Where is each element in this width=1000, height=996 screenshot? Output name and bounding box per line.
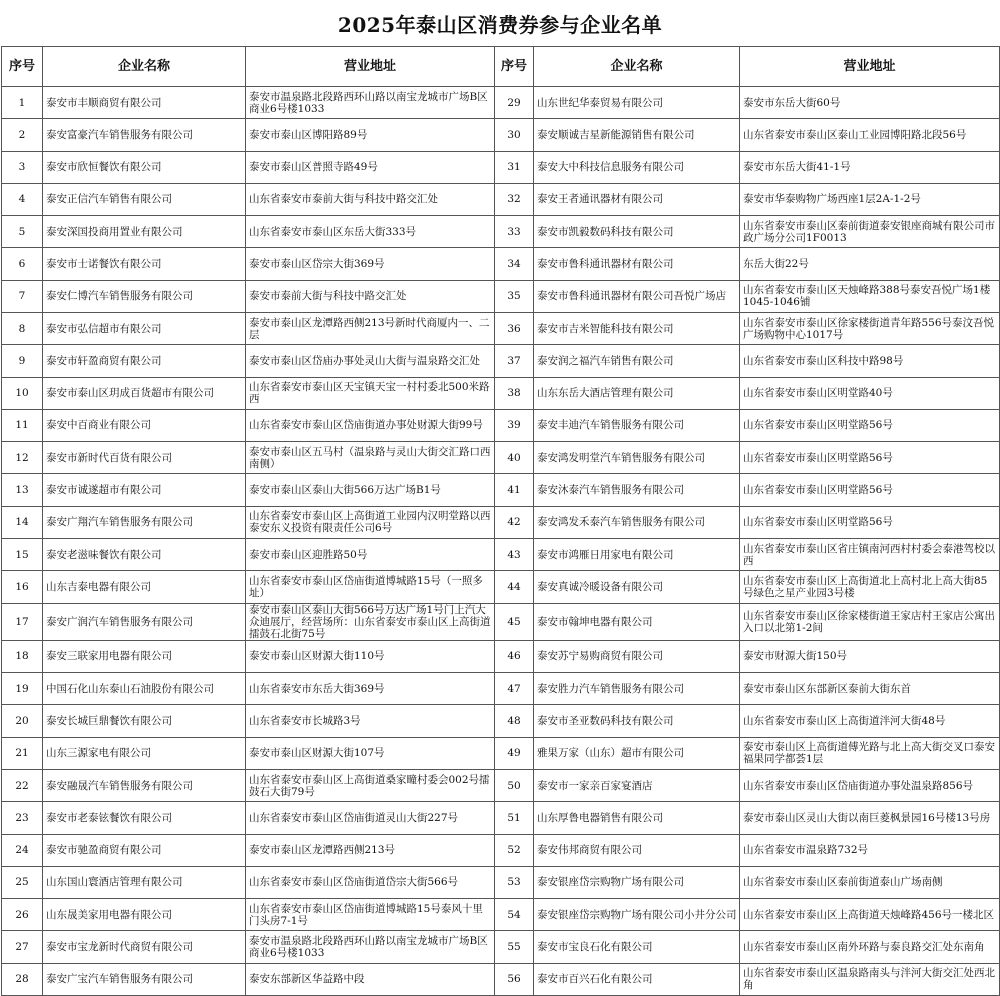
serial-cell: 53 (495, 866, 534, 898)
company-name-cell: 泰安银座岱宗购物广场有限公司小井分公司 (534, 899, 740, 931)
address-cell: 泰安市温泉路北段路西环山路以南宝龙城市广场B区商业6号楼1033 (246, 87, 495, 119)
header-serial: 序号 (2, 47, 43, 87)
address-cell: 山东省泰安市东岳大街369号 (246, 673, 495, 705)
address-cell: 泰安市温泉路北段路西环山路以南宝龙城市广场B区商业6号楼1033 (246, 931, 495, 963)
company-name-cell: 泰安市驰盈商贸有限公司 (43, 834, 246, 866)
serial-cell: 4 (2, 183, 43, 215)
address-cell: 山东省泰安市泰山区泰前街道泰山广场南侧 (740, 866, 1000, 898)
company-name-cell: 泰安融晟汽车销售服务有限公司 (43, 769, 246, 801)
company-name-cell: 泰安市丰顺商贸有限公司 (43, 87, 246, 119)
address-cell: 山东省泰安市泰山区泰山工业园博阳路北段56号 (740, 119, 1000, 151)
company-name-cell: 泰安市宝良石化有限公司 (534, 931, 740, 963)
serial-cell: 11 (2, 409, 43, 441)
address-cell: 泰安东部新区华益路中段 (246, 963, 495, 995)
company-name-cell: 泰安市诚遂超市有限公司 (43, 474, 246, 506)
serial-cell: 18 (2, 640, 43, 672)
serial-cell: 6 (2, 248, 43, 280)
serial-cell: 20 (2, 705, 43, 737)
address-cell: 泰安市华泰购物广场西座1层2A-1-2号 (740, 183, 1000, 215)
company-name-cell: 泰安中百商业有限公司 (43, 409, 246, 441)
address-cell: 山东省泰安市泰山区省庄镇南河西村村委会泰港驾校以西 (740, 538, 1000, 570)
company-name-cell: 泰安三联家用电器有限公司 (43, 640, 246, 672)
company-name-cell: 泰安润之福汽车销售有限公司 (534, 345, 740, 377)
table-row (2, 377, 1000, 409)
table-row (2, 151, 1000, 183)
address-cell: 山东省泰安市泰山区泰前街道泰安银座商城有限公司市政广场分公司1F0013 (740, 216, 1000, 248)
address-cell: 山东省泰安市泰山区明堂路40号 (740, 377, 1000, 409)
table-row (2, 442, 1000, 474)
address-cell: 山东省泰安市温泉路732号 (740, 834, 1000, 866)
address-cell: 泰安市泰山区泰山大街566万达广场B1号 (246, 474, 495, 506)
header-business-address: 营业地址 (246, 47, 495, 87)
address-cell: 山东省泰安市泰山区温泉路南头与泮河大街交汇处西北角 (740, 963, 1000, 995)
address-cell: 山东省泰安市泰山区东岳大街333号 (246, 216, 495, 248)
company-name-cell: 山东世纪华泰贸易有限公司 (534, 87, 740, 119)
company-name-cell: 泰安苏宁易购商贸有限公司 (534, 640, 740, 672)
serial-cell: 33 (495, 216, 534, 248)
address-cell: 山东省泰安市泰山区岱庙街道岱宗大街566号 (246, 866, 495, 898)
table-row (2, 506, 1000, 538)
address-cell: 泰安市泰前大街与科技中路交汇处 (246, 280, 495, 312)
address-cell: 山东省泰安市泰山区岱庙街道灵山大街227号 (246, 802, 495, 834)
serial-cell: 24 (2, 834, 43, 866)
serial-cell: 12 (2, 442, 43, 474)
company-name-cell: 泰安市士诺餐饮有限公司 (43, 248, 246, 280)
address-cell: 山东省泰安市泰山区天烛峰路388号泰安吾悦广场1楼1045-1046铺 (740, 280, 1000, 312)
table-row (2, 899, 1000, 931)
address-cell: 泰安市泰山区财源大街110号 (246, 640, 495, 672)
company-name-cell: 泰安沐泰汽车销售服务有限公司 (534, 474, 740, 506)
serial-cell: 16 (2, 571, 43, 603)
serial-cell: 21 (2, 737, 43, 769)
address-cell: 泰安市东岳大街41-1号 (740, 151, 1000, 183)
company-name-cell: 泰安伟邦商贸有限公司 (534, 834, 740, 866)
serial-cell: 31 (495, 151, 534, 183)
serial-cell: 42 (495, 506, 534, 538)
serial-cell: 10 (2, 377, 43, 409)
serial-cell: 37 (495, 345, 534, 377)
serial-cell: 48 (495, 705, 534, 737)
address-cell: 东岳大街22号 (740, 248, 1000, 280)
table-row (2, 312, 1000, 344)
company-name-cell: 泰安王者通讯器材有限公司 (534, 183, 740, 215)
address-cell: 山东省泰安市泰山区上高街道工业园内汉明堂路以西泰安东义投资有限责任公司6号 (246, 506, 495, 538)
address-cell: 泰安市泰山区博阳路89号 (246, 119, 495, 151)
company-name-cell: 雅果万家（山东）超市有限公司 (534, 737, 740, 769)
address-cell: 山东省泰安市泰山区明堂路56号 (740, 442, 1000, 474)
company-name-cell: 泰安市鸿雁日用家电有限公司 (534, 538, 740, 570)
company-name-cell: 泰安鸿发禾泰汽车销售服务有限公司 (534, 506, 740, 538)
serial-cell: 43 (495, 538, 534, 570)
serial-cell: 2 (2, 119, 43, 151)
company-name-cell: 泰安市一家亲百家宴酒店 (534, 769, 740, 801)
company-name-cell: 泰安市宝龙新时代商贸有限公司 (43, 931, 246, 963)
serial-cell: 13 (2, 474, 43, 506)
company-name-cell: 泰安市鲁科通讯器材有限公司吾悦广场店 (534, 280, 740, 312)
address-cell: 泰安市泰山区岱庙办事处灵山大街与温泉路交汇处 (246, 345, 495, 377)
header-serial: 序号 (495, 47, 534, 87)
serial-cell: 17 (2, 603, 43, 640)
serial-cell: 7 (2, 280, 43, 312)
serial-cell: 54 (495, 899, 534, 931)
serial-cell: 3 (2, 151, 43, 183)
company-name-cell: 泰安老滋味餐饮有限公司 (43, 538, 246, 570)
enterprise-table (1, 46, 1000, 996)
table-row (2, 640, 1000, 672)
table-row (2, 834, 1000, 866)
serial-cell: 41 (495, 474, 534, 506)
address-cell: 泰安市泰山区龙潭路西侧213号新时代商厦内一、二层 (246, 312, 495, 344)
company-name-cell: 泰安广翔汽车销售服务有限公司 (43, 506, 246, 538)
company-name-cell: 泰安仁博汽车销售服务有限公司 (43, 280, 246, 312)
company-name-cell: 泰安大中科技信息服务有限公司 (534, 151, 740, 183)
table-row (2, 345, 1000, 377)
company-name-cell: 泰安富豪汽车销售服务有限公司 (43, 119, 246, 151)
company-name-cell: 泰安市百兴石化有限公司 (534, 963, 740, 995)
company-name-cell: 山东东岳大酒店管理有限公司 (534, 377, 740, 409)
company-name-cell: 泰安市老泰铉餐饮有限公司 (43, 802, 246, 834)
serial-cell: 27 (2, 931, 43, 963)
company-name-cell: 泰安市凯毅数码科技有限公司 (534, 216, 740, 248)
serial-cell: 55 (495, 931, 534, 963)
table-row (2, 216, 1000, 248)
address-cell: 山东省泰安市泰山区天宝镇天宝一村村委北500米路西 (246, 377, 495, 409)
serial-cell: 8 (2, 312, 43, 344)
serial-cell: 35 (495, 280, 534, 312)
table-row (2, 119, 1000, 151)
table-row (2, 963, 1000, 995)
table-row (2, 183, 1000, 215)
serial-cell: 40 (495, 442, 534, 474)
address-cell: 山东省泰安市泰山区岱庙街道博城路15号（一照多址） (246, 571, 495, 603)
address-cell: 泰安市泰山区泰山大街566号万达广场1号门上汽大众迪展厅，经营场所：山东省泰安市泰山区上高街道擂鼓石北街75号 (246, 603, 495, 640)
table-row (2, 802, 1000, 834)
address-cell: 泰安市泰山区五马村（温泉路与灵山大街交汇路口西南侧） (246, 442, 495, 474)
company-name-cell: 泰安市欣恒餐饮有限公司 (43, 151, 246, 183)
address-cell: 山东省泰安市泰山区明堂路56号 (740, 474, 1000, 506)
company-name-cell: 泰安正信汽车销售有限公司 (43, 183, 246, 215)
serial-cell: 1 (2, 87, 43, 119)
address-cell: 泰安市泰山区财源大街107号 (246, 737, 495, 769)
company-name-cell: 泰安广润汽车销售服务有限公司 (43, 603, 246, 640)
company-name-cell: 山东三源家电有限公司 (43, 737, 246, 769)
table-body (2, 87, 1000, 996)
serial-cell: 51 (495, 802, 534, 834)
address-cell: 山东省泰安市泰山区岱庙街道办事处温泉路856号 (740, 769, 1000, 801)
address-cell: 山东省泰安市泰山区科技中路98号 (740, 345, 1000, 377)
address-cell: 泰安市泰山区龙潭路西侧213号 (246, 834, 495, 866)
serial-cell: 23 (2, 802, 43, 834)
address-cell: 泰安市泰山区普照寺路49号 (246, 151, 495, 183)
address-cell: 山东省泰安市泰山区岱庙街道办事处财源大街99号 (246, 409, 495, 441)
address-cell: 山东省泰安市泰山区岱庙街道博城路15号泰风十里门头房7-1号 (246, 899, 495, 931)
company-name-cell: 泰安真诚冷暖设备有限公司 (534, 571, 740, 603)
table-row (2, 474, 1000, 506)
header-company-name: 企业名称 (43, 47, 246, 87)
address-cell: 山东省泰安市泰山区上高街道泮河大街48号 (740, 705, 1000, 737)
address-cell: 泰安市财源大街150号 (740, 640, 1000, 672)
header-company-name: 企业名称 (534, 47, 740, 87)
serial-cell: 19 (2, 673, 43, 705)
table-row (2, 737, 1000, 769)
address-cell: 山东省泰安市泰山区南外环路与泰良路交汇处东南角 (740, 931, 1000, 963)
company-name-cell: 泰安市圣亚数码科技有限公司 (534, 705, 740, 737)
table-row (2, 409, 1000, 441)
serial-cell: 22 (2, 769, 43, 801)
serial-cell: 26 (2, 899, 43, 931)
serial-cell: 5 (2, 216, 43, 248)
serial-cell: 36 (495, 312, 534, 344)
address-cell: 山东省泰安市长城路3号 (246, 705, 495, 737)
address-cell: 泰安市泰山区迎胜路50号 (246, 538, 495, 570)
address-cell: 山东省泰安市泰山区徐家楼街道王家店村王家店公寓出入口以北第1-2间 (740, 603, 1000, 640)
serial-cell: 44 (495, 571, 534, 603)
company-name-cell: 泰安银座岱宗购物广场有限公司 (534, 866, 740, 898)
address-cell: 泰安市泰山区灵山大街以南巨菱枫景园16号楼13号房 (740, 802, 1000, 834)
table-row (2, 571, 1000, 603)
serial-cell: 46 (495, 640, 534, 672)
company-name-cell: 山东吉泰电器有限公司 (43, 571, 246, 603)
company-name-cell: 泰安市泰山区玥成百货超市有限公司 (43, 377, 246, 409)
serial-cell: 29 (495, 87, 534, 119)
table-row (2, 538, 1000, 570)
table-row (2, 248, 1000, 280)
address-cell: 山东省泰安市泰山区上高街道桑家疃村委会002号擂鼓石大街79号 (246, 769, 495, 801)
serial-cell: 15 (2, 538, 43, 570)
serial-cell: 49 (495, 737, 534, 769)
company-name-cell: 泰安丰迪汽车销售服务有限公司 (534, 409, 740, 441)
company-name-cell: 泰安市新时代百货有限公司 (43, 442, 246, 474)
serial-cell: 47 (495, 673, 534, 705)
table-header-row (2, 47, 1000, 87)
table-row (2, 866, 1000, 898)
serial-cell: 34 (495, 248, 534, 280)
address-cell: 泰安市东岳大街60号 (740, 87, 1000, 119)
serial-cell: 52 (495, 834, 534, 866)
address-cell: 泰安市泰山区东部新区泰前大街东首 (740, 673, 1000, 705)
address-cell: 山东省泰安市泰山区明堂路56号 (740, 506, 1000, 538)
table-row (2, 931, 1000, 963)
company-name-cell: 泰安广宝汽车销售服务有限公司 (43, 963, 246, 995)
company-name-cell: 泰安市轩盈商贸有限公司 (43, 345, 246, 377)
table-row (2, 673, 1000, 705)
table-row (2, 280, 1000, 312)
serial-cell: 32 (495, 183, 534, 215)
company-name-cell: 泰安市弘信超市有限公司 (43, 312, 246, 344)
company-name-cell: 泰安顺诚吉星新能源销售有限公司 (534, 119, 740, 151)
address-cell: 泰安市泰山区岱宗大街369号 (246, 248, 495, 280)
company-name-cell: 泰安市翰坤电器有限公司 (534, 603, 740, 640)
table-row (2, 87, 1000, 119)
serial-cell: 14 (2, 506, 43, 538)
document-title: 2025年泰山区消费券参与企业名单 (337, 12, 663, 37)
table-row (2, 705, 1000, 737)
company-name-cell: 泰安胜力汽车销售服务有限公司 (534, 673, 740, 705)
serial-cell: 28 (2, 963, 43, 995)
serial-cell: 38 (495, 377, 534, 409)
address-cell: 山东省泰安市泰山区上高街道天烛峰路456号一楼北区 (740, 899, 1000, 931)
address-cell: 山东省泰安市泰山区上高街道北上高村北上高大街85号绿色之星产业园3号楼 (740, 571, 1000, 603)
table-row (2, 769, 1000, 801)
address-cell: 山东省泰安市泰山区明堂路56号 (740, 409, 1000, 441)
serial-cell: 25 (2, 866, 43, 898)
serial-cell: 56 (495, 963, 534, 995)
table-row (2, 603, 1000, 640)
company-name-cell: 泰安鸿发明堂汽车销售服务有限公司 (534, 442, 740, 474)
address-cell: 山东省泰安市泰前大街与科技中路交汇处 (246, 183, 495, 215)
serial-cell: 9 (2, 345, 43, 377)
company-name-cell: 山东晟美家用电器有限公司 (43, 899, 246, 931)
company-name-cell: 山东国山寰酒店管理有限公司 (43, 866, 246, 898)
company-name-cell: 山东厚鲁电器销售有限公司 (534, 802, 740, 834)
company-name-cell: 泰安长城巨鼎餐饮有限公司 (43, 705, 246, 737)
serial-cell: 45 (495, 603, 534, 640)
serial-cell: 30 (495, 119, 534, 151)
company-name-cell: 泰安市吉米智能科技有限公司 (534, 312, 740, 344)
address-cell: 山东省泰安市泰山区徐家楼街道青年路556号泰汶吾悦广场购物中心1017号 (740, 312, 1000, 344)
company-name-cell: 泰安深国投商用置业有限公司 (43, 216, 246, 248)
company-name-cell: 泰安市鲁科通讯器材有限公司 (534, 248, 740, 280)
serial-cell: 50 (495, 769, 534, 801)
serial-cell: 39 (495, 409, 534, 441)
header-business-address: 营业地址 (740, 47, 1000, 87)
address-cell: 泰安市泰山区上高街道傅光路与北上高大街交叉口泰安福果同学都荟1层 (740, 737, 1000, 769)
company-name-cell: 中国石化山东泰山石油股份有限公司 (43, 673, 246, 705)
